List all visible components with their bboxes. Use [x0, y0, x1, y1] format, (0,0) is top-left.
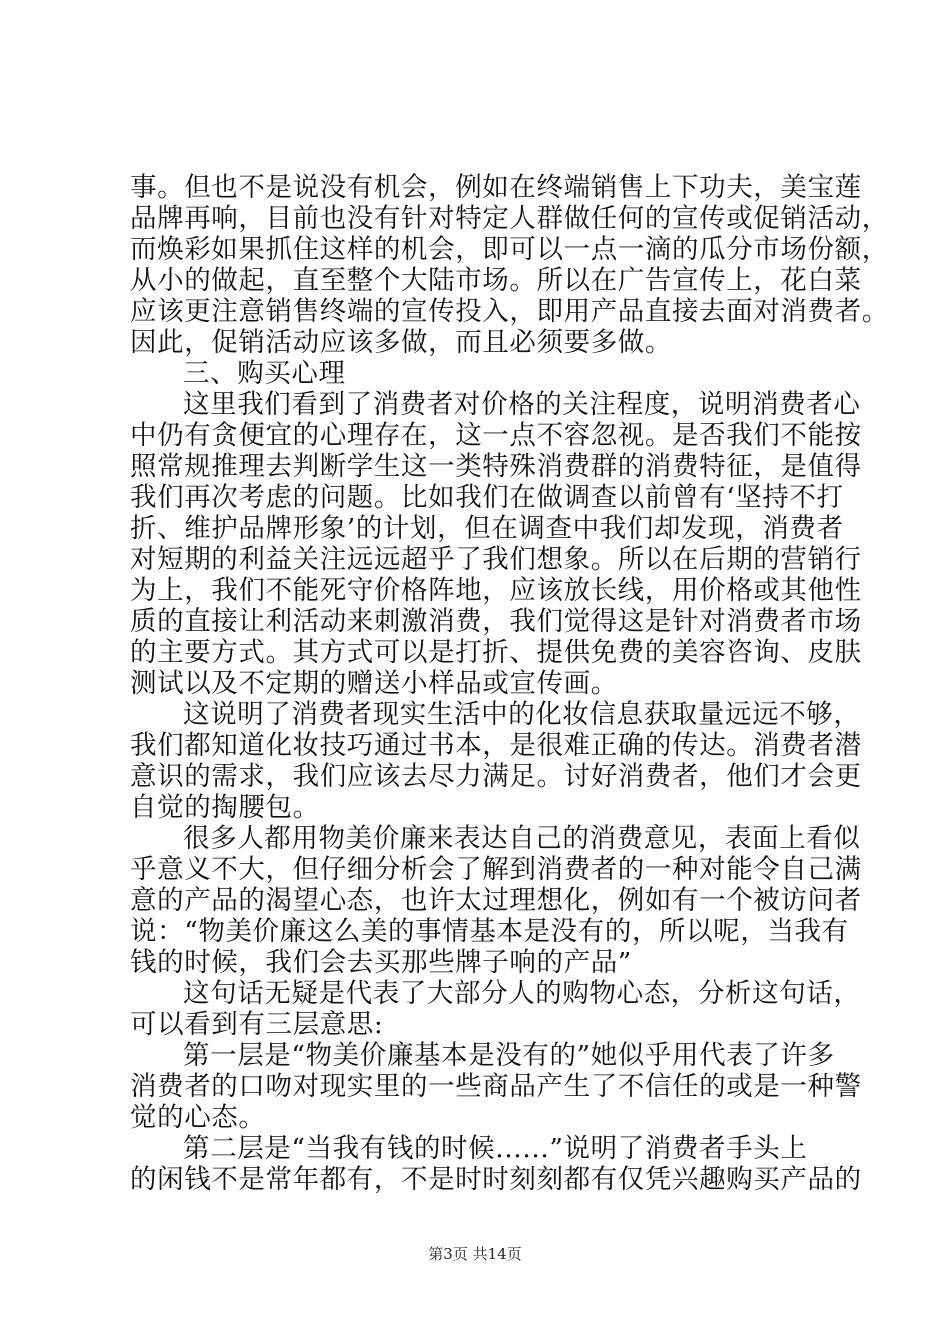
text-line: 照常规推理去判断学生这一类特殊消费群的消费特征，是值得: [130, 451, 862, 482]
text-line: 为上，我们不能死守价格阵地，应该放长线，用价格或其他性: [130, 575, 862, 606]
text-line: 我们都知道化妆技巧通过书本，是很难正确的传达。消费者潜: [130, 730, 862, 761]
text-line: 这说明了消费者现实生活中的化妆信息获取量远远不够，: [183, 699, 861, 730]
text-line: 而焕彩如果抓住这样的机会，即可以一点一滴的瓜分市场份额，: [130, 234, 889, 265]
text-line: 的闲钱不是常年都有，不是时时刻刻都有仅凭兴趣购买产品的: [130, 1164, 862, 1195]
text-line: 质的直接让利活动来刺激消费，我们觉得这是针对消费者市场: [130, 606, 862, 637]
text-line: 钱的时候，我们会去买那些牌子响的产品”: [130, 947, 632, 978]
text-line: 自觉的掏腰包。: [130, 792, 320, 823]
text-line: 因此，促销活动应该多做，而且必须要多做。: [130, 327, 672, 358]
text-line: 意的产品的渴望心态，也许太过理想化，例如有一个被访问者: [130, 885, 862, 916]
text-line: 我们再次考虑的问题。比如我们在做调查以前曾有‘坚持不打: [130, 482, 844, 513]
page-footer: 第3页 共14页: [428, 1245, 522, 1263]
text-line: 第二层是“当我有钱的时候......”说明了消费者手头上: [183, 1133, 808, 1164]
text-line: 乎意义不大，但仔细分析会了解到消费者的一种对能令自己满: [130, 854, 862, 885]
text-line: 消费者的口吻对现实里的一些商品产生了不信任的或是一种警: [130, 1071, 862, 1102]
text-line: 应该更注意销售终端的宣传投入，即用产品直接去面对消费者。: [130, 296, 889, 327]
text-line: 这句话无疑是代表了大部分人的购物心态，分析这句话，: [183, 978, 861, 1009]
text-line: 品牌再响，目前也没有针对特定人群做任何的宣传或促销活动，: [130, 203, 889, 234]
text-line: 觉的心态。: [130, 1102, 266, 1133]
body-text: [130, 172, 889, 1195]
text-line: 的主要方式。其方式可以是打折、提供免费的美容咨询、皮肤: [130, 637, 862, 668]
text-line: 对短期的利益关注远远超乎了我们想象。所以在后期的营销行: [130, 544, 862, 575]
text-line: 测试以及不定期的赠送小样品或宣传画。: [130, 668, 618, 699]
text-line: 事。但也不是说没有机会，例如在终端销售上下功夫，美宝莲: [130, 172, 862, 203]
text-line: 三、购买心理: [183, 358, 346, 389]
text-line: 说：“物美价廉这么美的事情基本是没有的，所以呢，当我有: [130, 916, 849, 947]
text-line: 第一层是“物美价廉基本是没有的”她似乎用代表了许多: [183, 1040, 835, 1071]
text-line: 可以看到有三层意思:: [130, 1009, 384, 1040]
text-line: 意识的需求，我们应该去尽力满足。讨好消费者，他们才会更: [130, 761, 862, 792]
text-line: 这里我们看到了消费者对价格的关注程度，说明消费者心: [183, 389, 861, 420]
text-line: 很多人都用物美价廉来表达自己的消费意见，表面上看似: [183, 823, 861, 854]
text-line: 中仍有贪便宜的心理存在，这一点不容忽视。是否我们不能按: [130, 420, 862, 451]
text-line: 从小的做起，直至整个大陆市场。所以在广告宣传上，花白菜: [130, 265, 862, 296]
text-line: 折、维护品牌形象’的计划，但在调查中我们却发现，消费者: [130, 513, 844, 544]
